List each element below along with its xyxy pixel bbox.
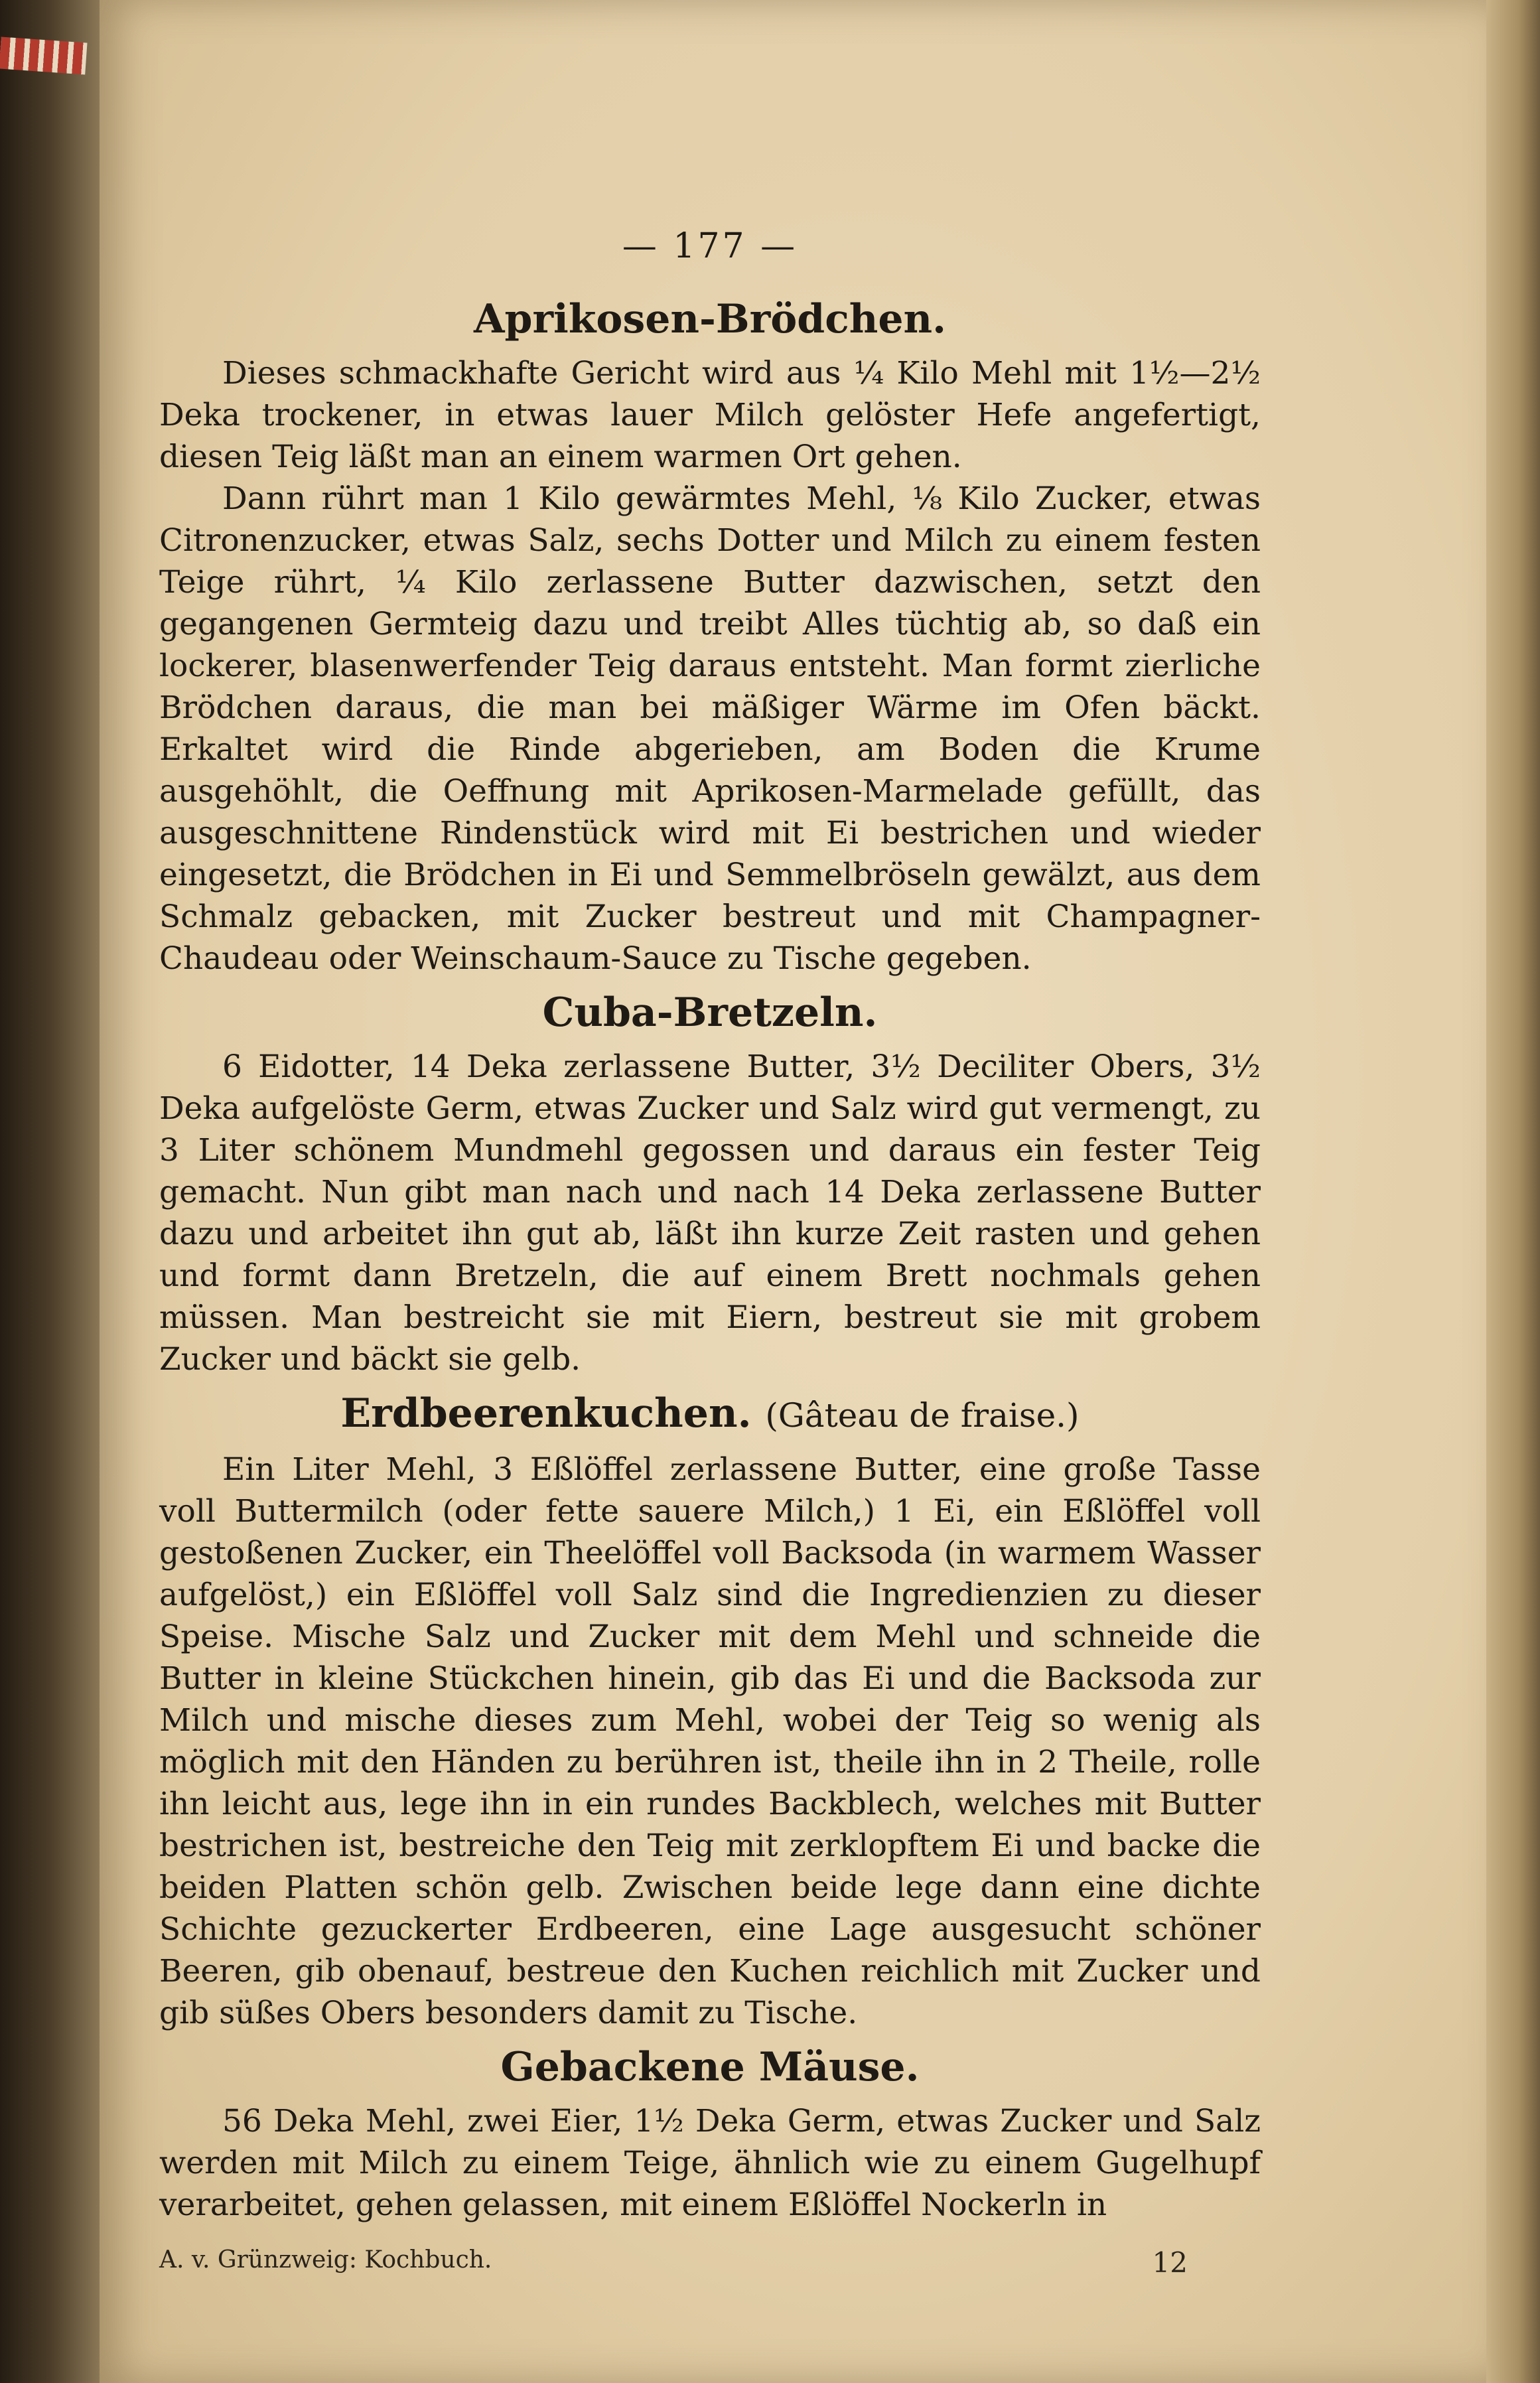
- recipe-subtitle: (Gâteau de fraise.): [765, 1396, 1080, 1435]
- sheet-number: 12: [1152, 2246, 1188, 2279]
- recipe-gebackene-maeuse: [159, 2043, 1261, 2226]
- page-footer: [159, 2246, 1261, 2279]
- page-edge: [1486, 0, 1540, 2383]
- recipe-paragraph: Dieses schmackhafte Gericht wird aus ¼ Kilo Mehl mit 1½—2½ Deka trockener, in etwas lauer Milch gelöster Hefe angefertigt, diesen Teig läßt man an einem warmen Ort gehen.: [159, 355, 1261, 475]
- bookmark-ribbon: [0, 37, 88, 75]
- recipe-title: Gebackene Mäuse.: [500, 2044, 920, 2090]
- recipe-cuba-bretzeln: [159, 989, 1261, 1380]
- recipe-paragraph: 6 Eidotter, 14 Deka zerlassene Butter, 3½ Deciliter Obers, 3½ Deka aufgelöste Germ, etwas Zucker und Salz wird gut vermengt, zu 3 Liter schönem Mundmehl gegossen und daraus ein fester Teig gemacht. Nun gibt man nach und nach 14 Deka zerlassene Butter dazu und arbeitet ihn gut ab, läßt ihn kurze Zeit rasten und gehen und formt dann Bretzeln, die auf einem Brett nochmals gehen müssen. Man bestreicht sie mit Eiern, bestreut sie mit grobem Zucker und bäckt sie gelb.: [159, 1048, 1261, 1378]
- recipe-paragraph: 56 Deka Mehl, zwei Eier, 1½ Deka Germ, etwas Zucker und Salz werden mit Milch zu einem Teige, ähnlich wie zu einem Gugelhupf verarbeitet, gehen gelassen, mit einem Eßlöffel Nockerln in: [159, 2103, 1261, 2223]
- recipe-title: [159, 1390, 1261, 1439]
- recipe-aprikosen-broedchen: [159, 295, 1261, 979]
- recipe-paragraph: Ein Liter Mehl, 3 Eßlöffel zerlassene Butter, eine große Tasse voll Buttermilch (oder fette sauere Milch,) 1 Ei, ein Eßlöffel voll gestoßenen Zucker, ein Theelöffel voll Backsoda (in warmem Wasser aufgelöst,) ein Eßlöffel voll Salz sind die Ingredienzien zu dieser Speise. Mische Salz und Zucker mit dem Mehl und schneide die Butter in kleine Stückchen hinein, gib das Ei und die Backsoda zur Milch und mische dieses zum Mehl, wobei der Teig so wenig als möglich mit den Händen zu berühren ist, theile ihn in 2 Theile, rolle ihn leicht aus, lege ihn in ein rundes Backblech, welches mit Butter bestrichen ist, bestreiche den Teig mit zerklopftem Ei und backe die beiden Platten schön gelb. Zwischen beide lege dann eine dichte Schichte gezuckerter Erdbeeren, eine Lage ausgesucht schöner Beeren, gib obenauf, bestreue den Kuchen reichlich mit Zucker und gib süßes Obers besonders damit zu Tische.: [159, 1451, 1261, 2031]
- recipe-erdbeerenkuchen: [159, 1390, 1261, 2034]
- recipe-paragraph: Dann rührt man 1 Kilo gewärmtes Mehl, ⅛ Kilo Zucker, etwas Citronenzucker, etwas Salz, sechs Dotter und Milch zu einem festen Teige rührt, ¼ Kilo zerlassene Butter dazwischen, setzt den gegangenen Germteig dazu und treibt Alles tüchtig ab, so daß ein lockerer, blasenwerfender Teig daraus entsteht. Man formt zierliche Brödchen daraus, die man bei mäßiger Wärme im Ofen bäckt. Erkaltet wird die Rinde abgerieben, am Boden die Krume ausgehöhlt, die Oeffnung mit Aprikosen-Marmelade gefüllt, das ausgeschnittene Rindenstück wird mit Ei bestrichen und wieder eingesetzt, die Brödchen in Ei und Semmelbröseln gewälzt, aus dem Schmalz gebacken, mit Zucker bestreut und mit Champagner-Chaudeau oder Weinschaum-Sauce zu Tische gegeben.: [159, 480, 1261, 977]
- recipe-title: Cuba-Bretzeln.: [542, 989, 878, 1036]
- page-number: — 177 —: [622, 226, 798, 266]
- book-spine-shadow: [0, 0, 100, 2383]
- recipe-title-text: Erdbeerenkuchen.: [340, 1390, 752, 1437]
- footer-signature: A. v. Grünzweig: Kochbuch.: [159, 2246, 492, 2274]
- recipe-title: Aprikosen-Brödchen.: [473, 296, 947, 342]
- page-content: [159, 226, 1261, 2226]
